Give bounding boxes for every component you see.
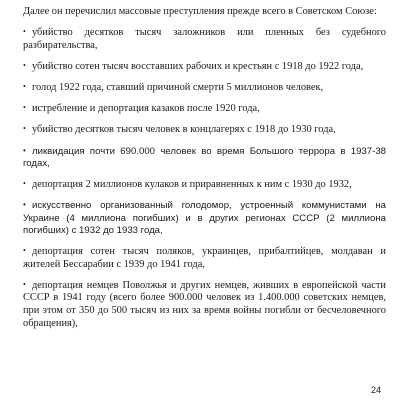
bullet-icon: • <box>23 124 26 134</box>
list-item-text: искусственно организованный голодомор, устроенный коммунистами на Украине (4 миллиона погибших) и в других регионах СССР (2 миллиона погибших) с 1932 до 1933 года, <box>23 200 386 236</box>
crimes-list <box>23 26 386 330</box>
bullet-icon: • <box>23 145 26 155</box>
bullet-icon: • <box>23 279 26 289</box>
page-number: 24 <box>370 385 381 395</box>
list-item-text: депортация сотен тысяч поляков, украинцев, прибалтийцев, молдаван и жителей Бессарабии с 1939 до 1941 года, <box>23 245 386 270</box>
list-item-text: убийство десятков тысяч заложников или пленных без судебного разбирательства, <box>23 27 386 51</box>
intro-paragraph: Далее он перечислил массовые преступления прежде всего в Советском Союзе: <box>23 6 377 17</box>
list-item <box>23 245 386 271</box>
list-item-text: убийство десятков тысяч человек в концлагерях с 1918 до 1930 года, <box>32 124 336 136</box>
list-item-text: истребление и депортация казаков после 1920 года, <box>32 103 260 115</box>
list-item <box>23 145 386 171</box>
bullet-icon: • <box>23 81 26 91</box>
bullet-icon: • <box>23 103 26 113</box>
bullet-icon: • <box>23 200 26 210</box>
bullet-icon: • <box>23 27 26 36</box>
list-item-text: депортация немцев Поволжья и других немцев, живших в европейской части СССР в 1941 году (всего более 900.000 человек из 1.400.000 советских немцев, при этом от 350 до 500 тысяч из них за время войны погибли от бесчеловечного обращения), <box>23 279 386 329</box>
bullet-icon: • <box>23 178 26 188</box>
list-item <box>23 60 386 74</box>
list-item-text: голод 1922 года, ставший причиной смерти 5 миллионов человек, <box>32 81 324 93</box>
list-item <box>23 26 386 52</box>
list-item-text: убийство сотен тысяч восставших рабочих и крестьян с 1918 до 1922 года, <box>32 60 364 72</box>
list-item <box>23 279 386 330</box>
bullet-icon: • <box>23 245 26 255</box>
list-item-text: ликвидация почти 690.000 человек во время Большого террора в 1937-38 годах, <box>23 145 386 169</box>
list-item-text: депортация 2 миллионов кулаков и приравненных к ним с 1930 до 1932, <box>32 178 352 190</box>
list-item <box>23 199 386 237</box>
list-item <box>23 81 386 95</box>
list-item <box>23 178 386 192</box>
bullet-icon: • <box>23 60 26 70</box>
list-item <box>23 123 386 137</box>
list-item <box>23 102 386 116</box>
